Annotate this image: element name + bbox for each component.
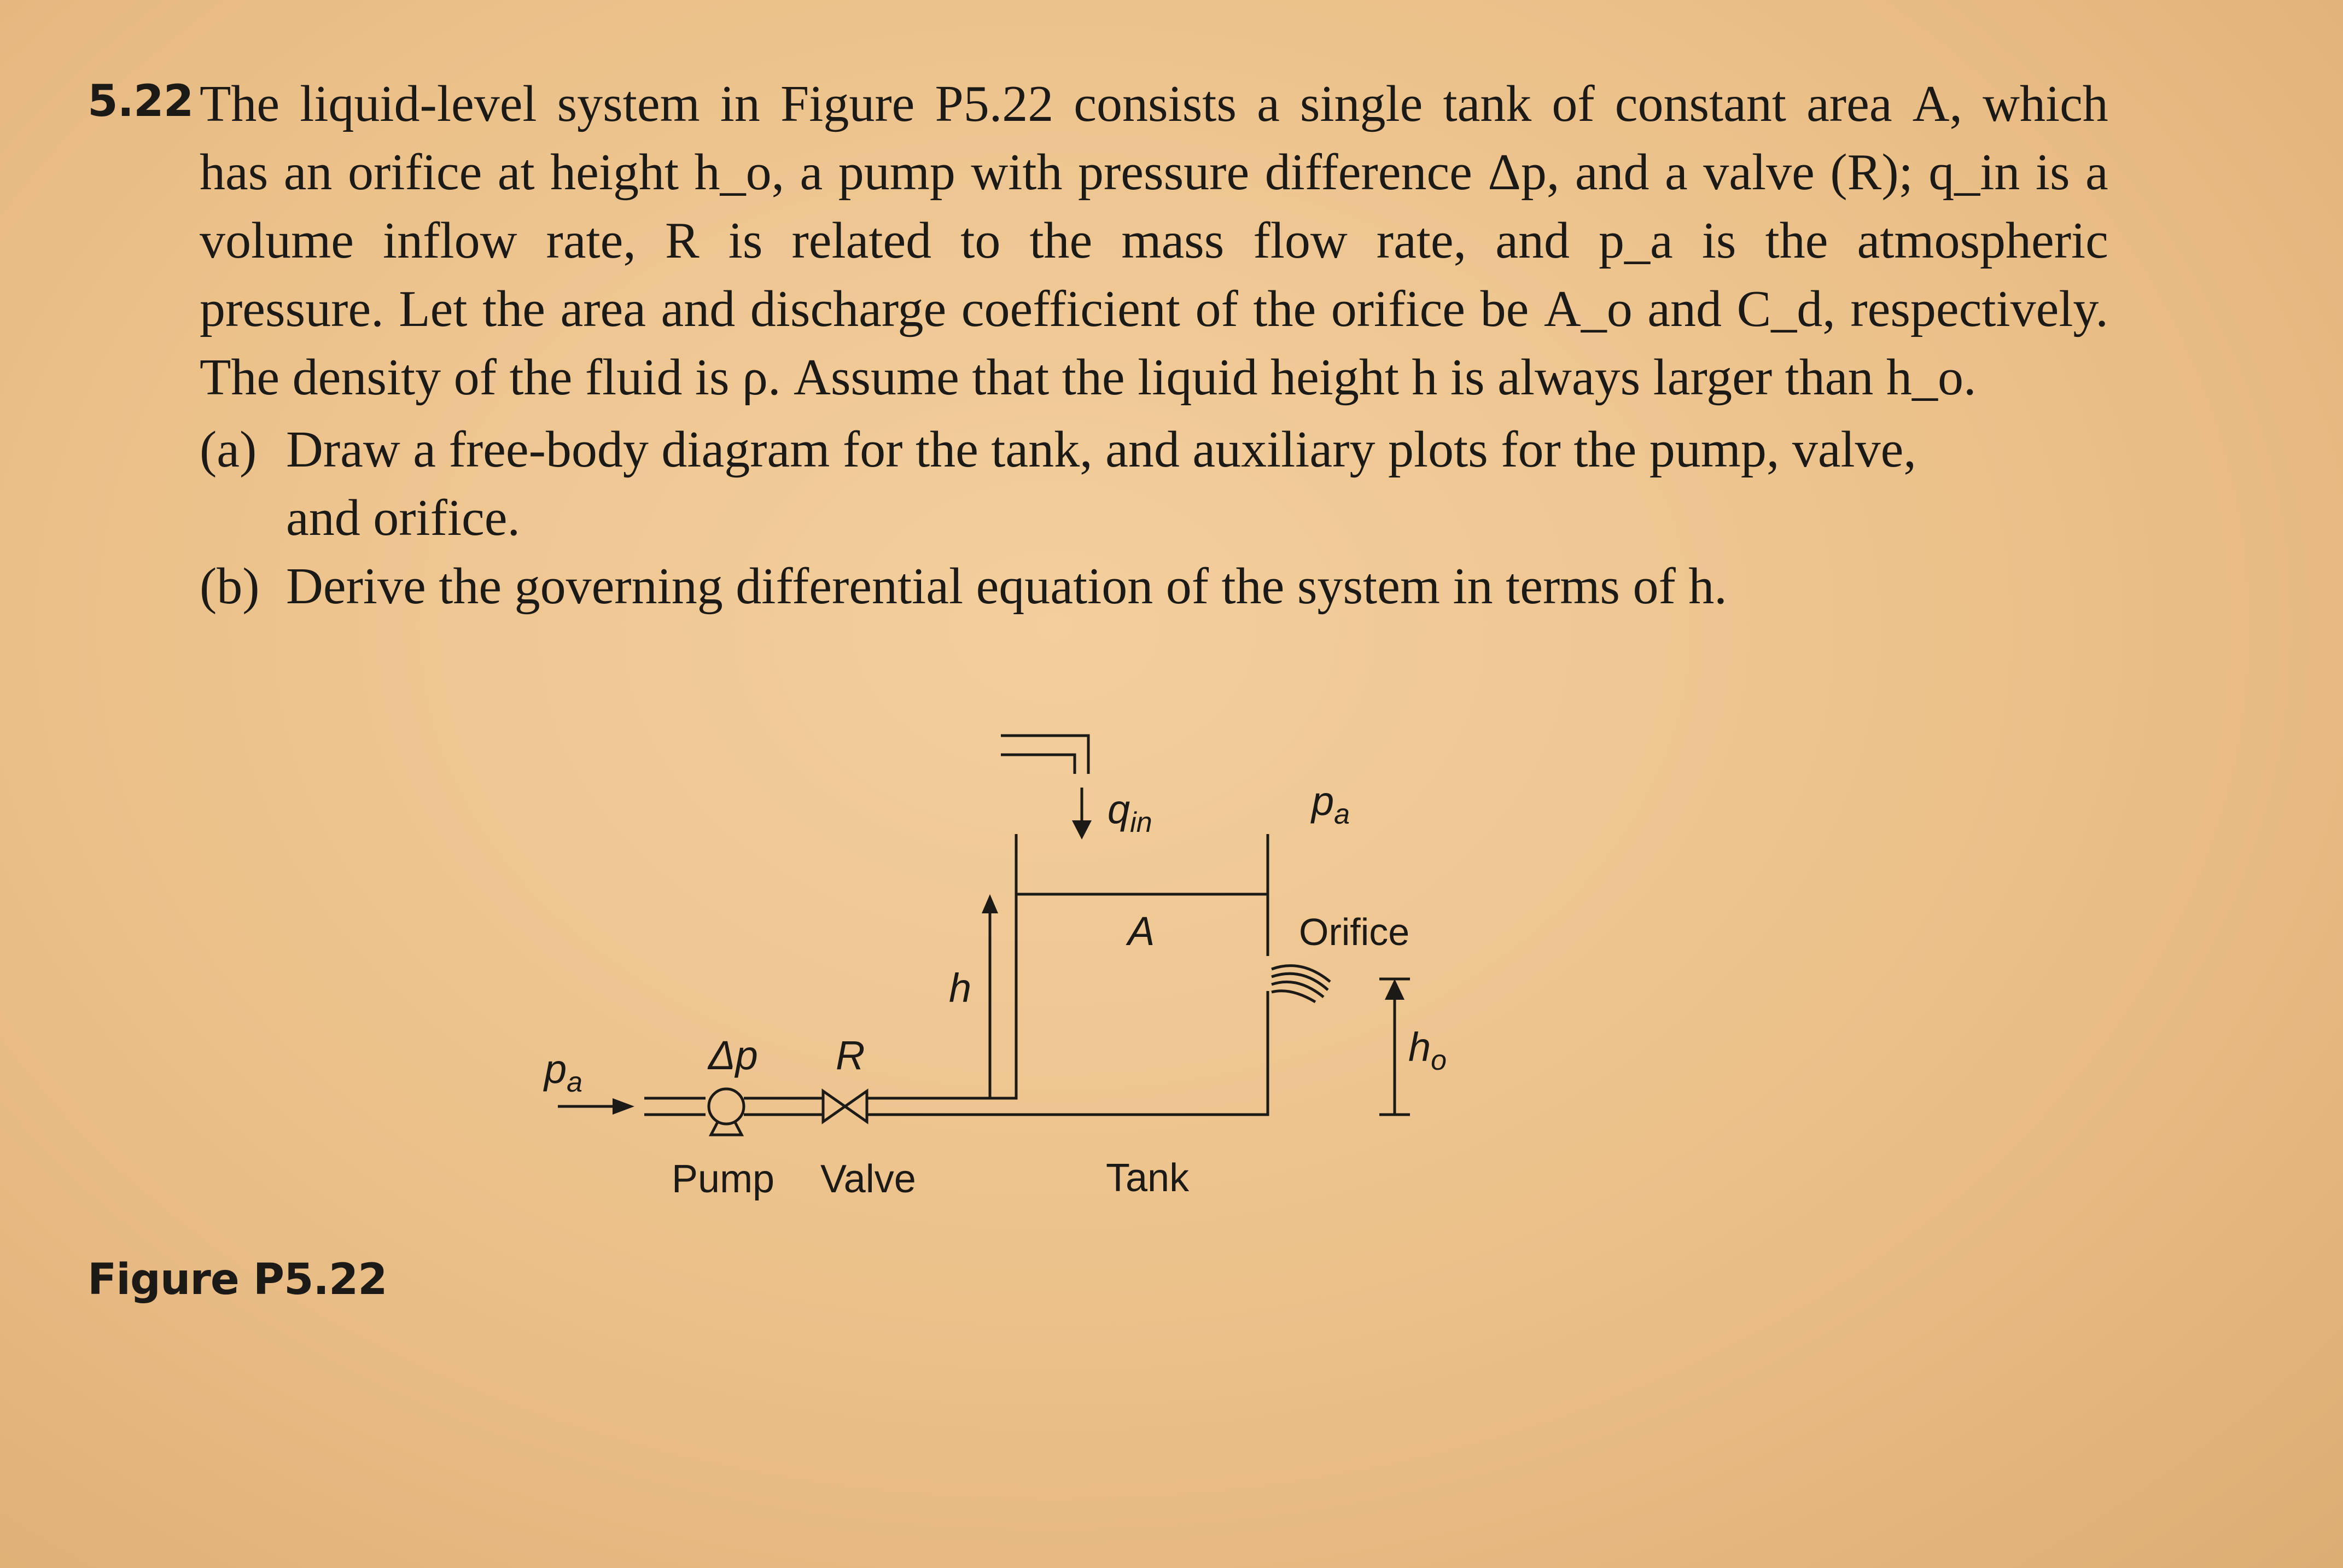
word: the bbox=[1029, 212, 1093, 269]
h-label: h bbox=[949, 965, 972, 1011]
delta-p-label: Δp bbox=[708, 1033, 758, 1078]
word: C_d, bbox=[1736, 281, 1835, 337]
word: and bbox=[661, 281, 736, 337]
word: orifice bbox=[1331, 281, 1466, 337]
word: A_o bbox=[1543, 281, 1633, 337]
word: difference bbox=[1264, 144, 1472, 201]
pa-arrowhead bbox=[613, 1098, 634, 1115]
word: is bbox=[2035, 144, 2070, 201]
pa-left-label: $p_a$ bbox=[544, 1046, 583, 1098]
word: discharge bbox=[750, 281, 947, 337]
part-b-label: (b) bbox=[200, 558, 260, 615]
problem-number: 5.22 bbox=[88, 75, 194, 126]
problem-line-5: The density of the fluid is ρ. Assume that the liquid height h is always larger than h_o. bbox=[200, 349, 1977, 406]
word: at bbox=[497, 144, 535, 201]
word: pressure. bbox=[200, 281, 384, 337]
q-in-arrowhead bbox=[1072, 820, 1092, 840]
word: constant bbox=[1615, 75, 1787, 132]
part-a-text-line2: and orifice. bbox=[286, 489, 521, 546]
word: orifice bbox=[348, 144, 482, 201]
word: a bbox=[1665, 144, 1688, 201]
pump-label: Pump bbox=[672, 1157, 775, 1201]
part-a-label: (a) bbox=[200, 421, 257, 478]
word: which bbox=[1983, 75, 2108, 132]
word: The bbox=[200, 75, 280, 132]
word: p_a bbox=[1599, 212, 1673, 269]
word: rate, bbox=[1376, 212, 1467, 269]
h-arrowhead bbox=[982, 894, 998, 913]
word: h_o, bbox=[694, 144, 785, 201]
word: of bbox=[1195, 281, 1238, 337]
valve-label: Valve bbox=[820, 1157, 916, 1201]
figure-caption: Figure P5.22 bbox=[88, 1255, 387, 1304]
word: (R); bbox=[1830, 144, 1913, 201]
word: and bbox=[1647, 281, 1722, 337]
valve-resistance-label: R bbox=[836, 1033, 865, 1078]
word: and bbox=[1495, 212, 1570, 269]
word: valve bbox=[1703, 144, 1815, 201]
pa-top-label: $p_a$ bbox=[1312, 778, 1350, 830]
word: coefficient bbox=[961, 281, 1180, 337]
word: a bbox=[800, 144, 823, 201]
word: height bbox=[550, 144, 679, 201]
inflow-pipe-inner bbox=[1001, 755, 1075, 774]
word: A, bbox=[1912, 75, 1962, 132]
word: flow bbox=[1253, 212, 1348, 269]
word: Δp, bbox=[1488, 144, 1560, 201]
word: with bbox=[971, 144, 1063, 201]
part-b-text: Derive the governing differential equation of the system in terms of h. bbox=[286, 558, 1727, 615]
word: the bbox=[482, 281, 545, 337]
word: Let bbox=[399, 281, 468, 337]
word: atmospheric bbox=[1857, 212, 2108, 269]
word: to bbox=[960, 212, 1001, 269]
orifice-jet-line-4 bbox=[1272, 991, 1315, 1002]
q-in-label: $q_{in}$ bbox=[1108, 786, 1152, 838]
h-o-label: $h_o$ bbox=[1408, 1024, 1447, 1076]
word: be bbox=[1480, 281, 1529, 337]
word: area bbox=[560, 281, 646, 337]
word: pressure bbox=[1077, 144, 1250, 201]
word: pump bbox=[838, 144, 955, 201]
word: P5.22 bbox=[935, 75, 1054, 132]
word: the bbox=[1765, 212, 1828, 269]
area-label: A bbox=[1128, 908, 1155, 954]
word: of bbox=[1552, 75, 1595, 132]
word: and bbox=[1575, 144, 1650, 201]
word: system bbox=[557, 75, 700, 132]
word: R bbox=[665, 212, 700, 269]
word: related bbox=[791, 212, 932, 269]
word: respectively. bbox=[1850, 281, 2108, 337]
word: single bbox=[1299, 75, 1423, 132]
pump-symbol bbox=[709, 1089, 744, 1124]
word: in bbox=[720, 75, 760, 132]
word: q_in bbox=[1928, 144, 2020, 201]
word: liquid-level bbox=[300, 75, 537, 132]
word: is bbox=[1701, 212, 1736, 269]
word: inflow bbox=[383, 212, 517, 269]
word: volume bbox=[200, 212, 354, 269]
word: a bbox=[2085, 144, 2108, 201]
orifice-label: Orifice bbox=[1299, 911, 1410, 953]
word: mass bbox=[1121, 212, 1225, 269]
word: has bbox=[200, 144, 269, 201]
part-a-text-line1: Draw a free-body diagram for the tank, and auxiliary plots for the pump, valve, bbox=[286, 421, 1916, 478]
word: consists bbox=[1074, 75, 1237, 132]
word: rate, bbox=[546, 212, 636, 269]
h-o-arrowhead bbox=[1385, 979, 1404, 1000]
word: the bbox=[1253, 281, 1316, 337]
word: a bbox=[1257, 75, 1280, 132]
valve-symbol bbox=[823, 1091, 867, 1122]
word: area bbox=[1806, 75, 1892, 132]
tank-label: Tank bbox=[1106, 1156, 1190, 1200]
word: Figure bbox=[780, 75, 915, 132]
word: an bbox=[283, 144, 333, 201]
word: is bbox=[728, 212, 763, 269]
word: tank bbox=[1443, 75, 1532, 132]
